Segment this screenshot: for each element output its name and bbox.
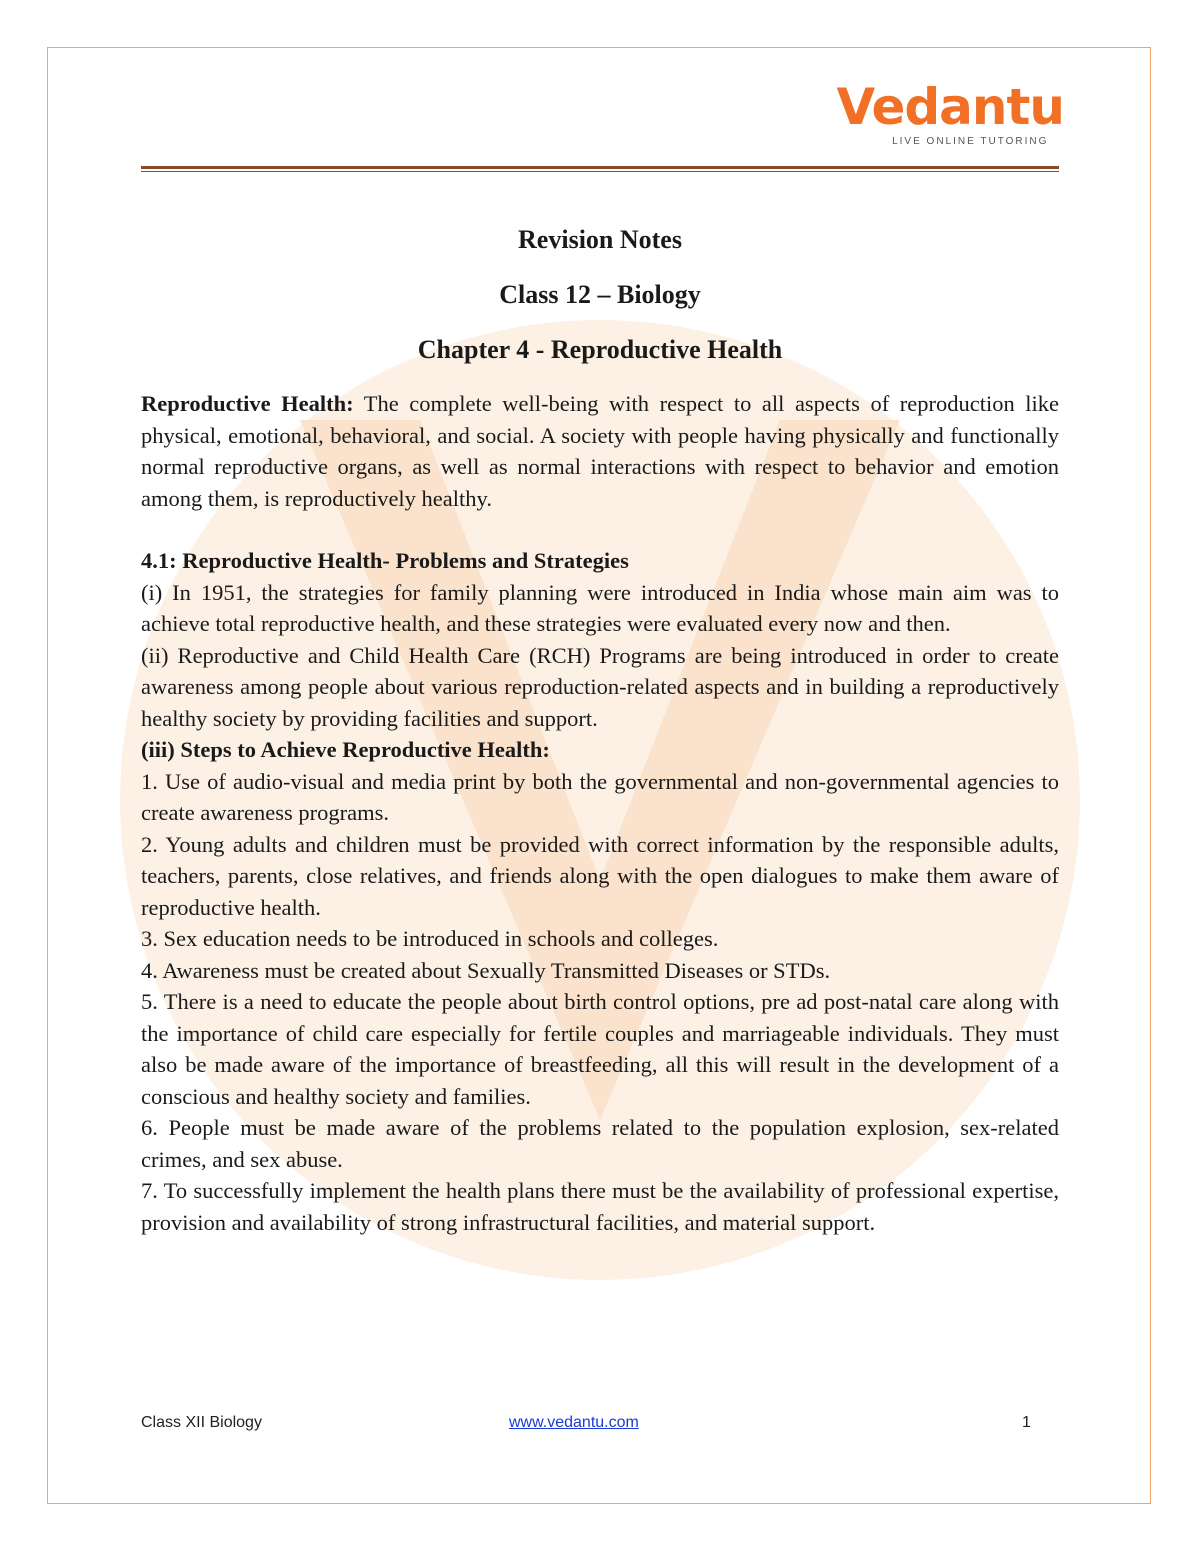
step-item: 5. There is a need to educate the people about birth control options, pre ad post-natal care along with the importance of child care especially for fertile couples and marriageable individuals. They must also be made aware of the importance of breastfeeding, all this will result in the development of a conscious and healthy society and families.	[141, 989, 1059, 1109]
logo-tagline: LIVE ONLINE TUTORING	[892, 136, 1049, 147]
vedantu-logo	[837, 80, 1065, 147]
step-item: 2. Young adults and children must be provided with correct information by the responsible adults, teachers, parents, close relatives, and friends along with the open dialogues to make them aware of reproductive health.	[141, 831, 1059, 920]
intro-term: Reproductive Health:	[141, 391, 354, 416]
doc-title: Revision Notes	[518, 225, 682, 254]
step-item: 3. Sex education needs to be introduced in schools and colleges.	[141, 926, 719, 951]
footer-website-link[interactable]: www.vedantu.com	[509, 1414, 639, 1431]
doc-chapter: Chapter 4 - Reproductive Health	[417, 335, 783, 364]
step-item: 6. People must be made aware of the problems related to the population explosion, sex-related crimes, and sex abuse.	[141, 1115, 1059, 1172]
section-para-1: (i) In 1951, the strategies for family planning were introduced in India whose main aim was to achieve total reproductive health, and these strategies were evaluated every now and then.	[141, 579, 1059, 636]
footer-page-number: 1	[1022, 1414, 1031, 1431]
step-item: 7. To successfully implement the health plans there must be the availability of professional expertise, provision and availability of strong infrastructural facilities, and material support.	[141, 1178, 1059, 1235]
step-item: 1. Use of audio-visual and media print by both the governmental and non-governmental agencies to create awareness programs.	[141, 768, 1059, 825]
intro-text: The complete well-being with respect to all aspects of reproduction like physical, emotional, behavioral, and social. A society with people having physically and functionally normal reproductive organs, as well as normal interactions with respect to behavior and emotion among them, is reproductively healthy.	[141, 391, 1059, 511]
section-para-2: (ii) Reproductive and Child Health Care (RCH) Programs are being introduced in order to create awareness among people about various reproduction-related aspects and in building a reproductively healthy society by providing facilities and support.	[141, 642, 1059, 731]
header-divider	[141, 166, 1059, 172]
document-body	[141, 220, 1059, 1238]
logo-wordmark: Vedantu	[836, 78, 1064, 136]
section-heading: 4.1: Reproductive Health- Problems and Strategies	[141, 548, 629, 573]
footer-class-label: Class XII Biology	[141, 1414, 262, 1431]
doc-class-subject: Class 12 – Biology	[499, 280, 701, 309]
step-item: 4. Awareness must be created about Sexually Transmitted Diseases or STDs.	[141, 957, 831, 983]
steps-heading: (iii) Steps to Achieve Reproductive Health:	[141, 737, 550, 762]
intro-paragraph	[141, 388, 1059, 514]
